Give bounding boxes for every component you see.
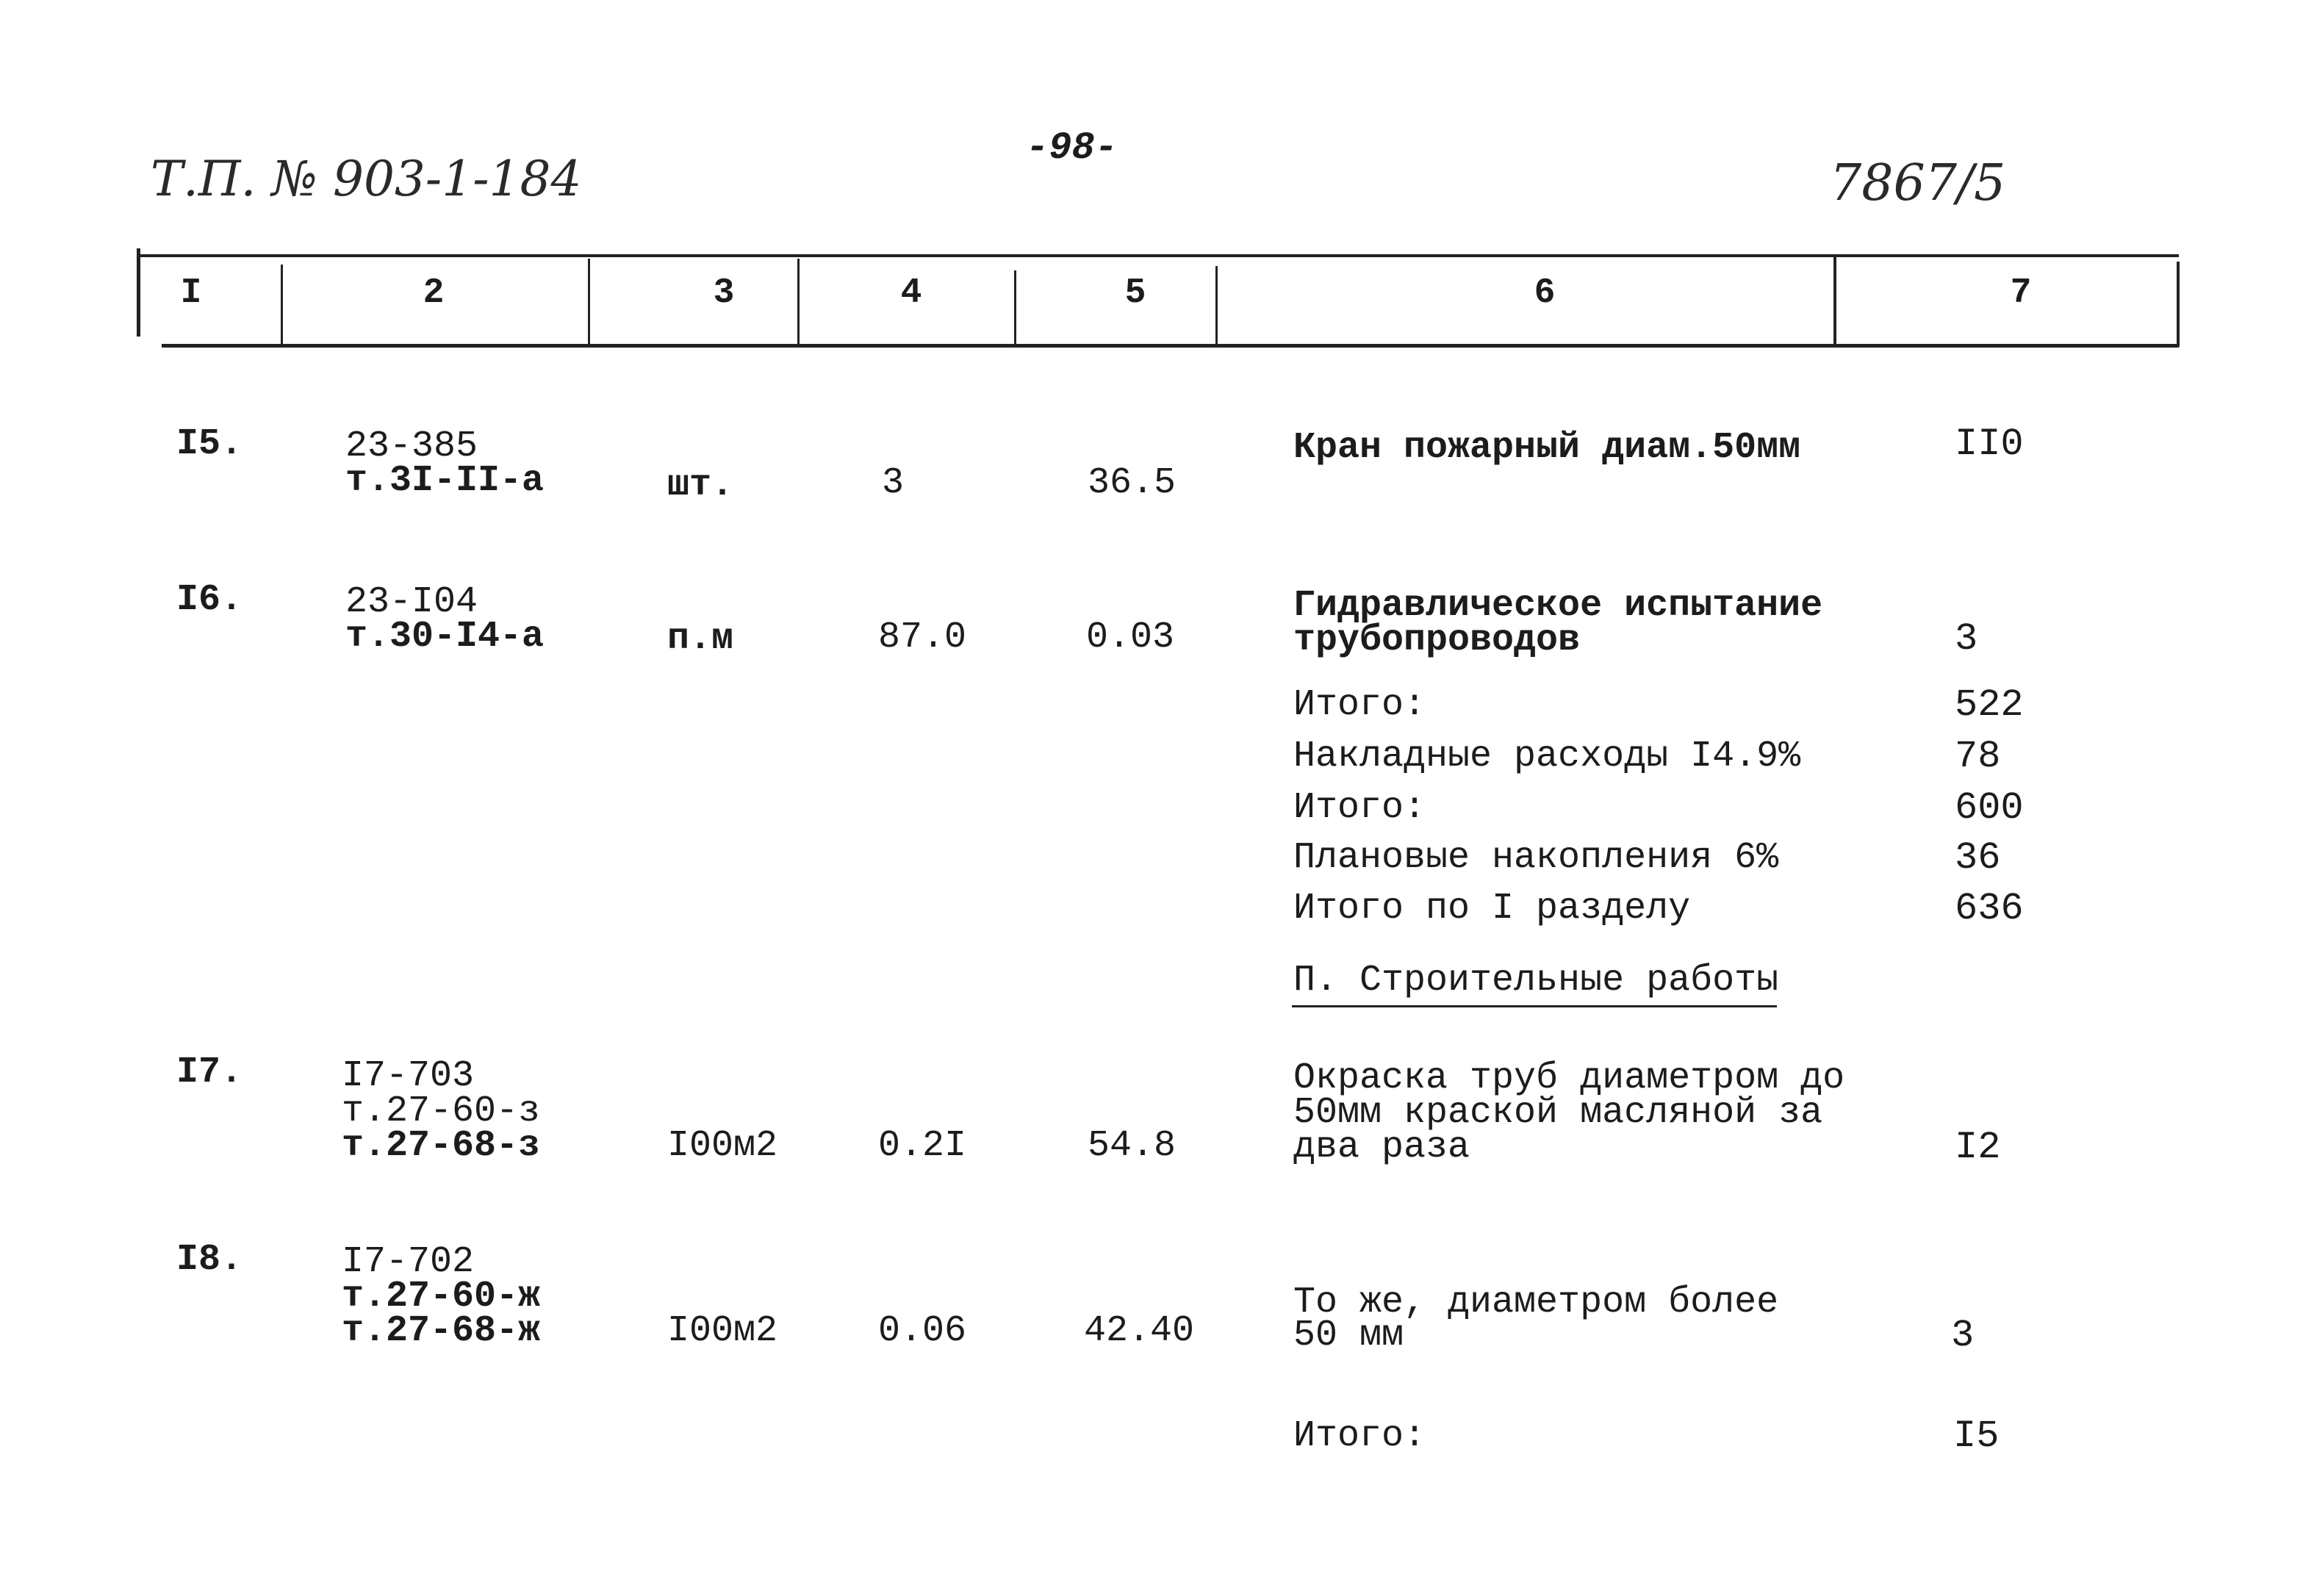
doc-number: Т.П. № 903-1-184 — [151, 151, 582, 207]
col-header-1: I — [180, 273, 202, 313]
section-title: П. Строительные работы — [1293, 960, 1779, 1002]
row-description: То же, диаметром более — [1293, 1282, 1779, 1323]
row-code-table: т.27-68-з — [342, 1125, 541, 1167]
row-code: 23-I04 — [345, 581, 478, 623]
row-code: 23-385 — [345, 425, 478, 467]
row-unit: п.м — [667, 618, 734, 660]
row-price: 36.5 — [1088, 462, 1177, 504]
summary-value: 600 — [1955, 786, 2024, 830]
row-number: I6. — [176, 579, 243, 621]
col-div-1 — [281, 265, 283, 347]
row-total: I2 — [1955, 1126, 2001, 1169]
row-description-cont: два раза — [1293, 1126, 1470, 1168]
row-code-table: т.30-I4-а — [345, 616, 545, 658]
final-total-label: Итого: — [1293, 1415, 1426, 1457]
row-description: Кран пожарный диам.50мм — [1293, 427, 1801, 469]
row-number: I5. — [176, 423, 243, 465]
col-header-7: 7 — [2010, 273, 2032, 313]
row-code-table: т.27-60-з — [342, 1090, 541, 1132]
row-code: I7-702 — [342, 1241, 475, 1283]
row-description: Гидравлическое испытание — [1293, 585, 1823, 627]
summary-value: 36 — [1955, 836, 2001, 880]
row-total: 3 — [1955, 617, 1978, 661]
row-code: I7-703 — [342, 1055, 475, 1097]
col-header-6: 6 — [1534, 273, 1556, 313]
row-code-table: т.3I-II-а — [345, 460, 545, 502]
col-div-6 — [1833, 256, 1836, 347]
row-number: I7. — [176, 1052, 243, 1093]
summary-value: 636 — [1955, 887, 2024, 930]
col-header-5: 5 — [1124, 273, 1146, 313]
row-number: I8. — [176, 1239, 243, 1281]
page-number: -98- — [1026, 126, 1118, 170]
row-unit: I00м2 — [667, 1310, 778, 1352]
row-qty: 0.06 — [878, 1310, 967, 1352]
summary-label: Плановые накопления 6% — [1293, 837, 1779, 879]
row-unit: шт. — [667, 464, 734, 506]
col-header-2: 2 — [423, 273, 445, 313]
col-div-7 — [2177, 262, 2180, 347]
row-description-cont: 50мм краской масляной за — [1293, 1092, 1823, 1134]
table-left-bar — [137, 248, 140, 337]
row-total: 3 — [1951, 1314, 1975, 1357]
row-unit: I00м2 — [667, 1125, 778, 1167]
row-qty: 0.2I — [878, 1125, 967, 1167]
row-qty: 3 — [882, 462, 905, 504]
summary-value: 522 — [1955, 683, 2024, 727]
summary-label: Накладные расходы I4.9% — [1293, 736, 1801, 777]
row-code-table: т.27-68-ж — [342, 1310, 541, 1352]
row-description: Окраска труб диаметром до — [1293, 1057, 1845, 1099]
summary-label: Итого: — [1293, 787, 1426, 829]
table-bottom-rule — [162, 344, 2179, 348]
col-div-4 — [1014, 270, 1016, 347]
col-div-3 — [797, 259, 800, 347]
row-price: 42.40 — [1084, 1310, 1195, 1352]
final-total-value: I5 — [1953, 1415, 2000, 1458]
row-qty: 87.0 — [878, 617, 967, 658]
row-price: 0.03 — [1086, 617, 1175, 658]
table-top-rule — [140, 254, 2179, 257]
summary-value: 78 — [1955, 735, 2001, 778]
col-header-3: 3 — [713, 273, 735, 313]
sheet-code: 7867/5 — [1830, 154, 2006, 212]
col-div-2 — [588, 259, 590, 347]
row-total: II0 — [1955, 423, 2024, 466]
col-header-4: 4 — [900, 273, 922, 313]
row-description-cont: трубопроводов — [1293, 619, 1581, 661]
col-div-5 — [1215, 266, 1218, 347]
summary-label: Итого по I разделу — [1293, 888, 1691, 930]
section-title-underline — [1292, 1005, 1777, 1007]
row-code-table: т.27-60-ж — [342, 1276, 541, 1318]
row-description-cont: 50 мм — [1293, 1315, 1404, 1356]
row-price: 54.8 — [1088, 1125, 1177, 1167]
summary-label: Итого: — [1293, 684, 1426, 726]
